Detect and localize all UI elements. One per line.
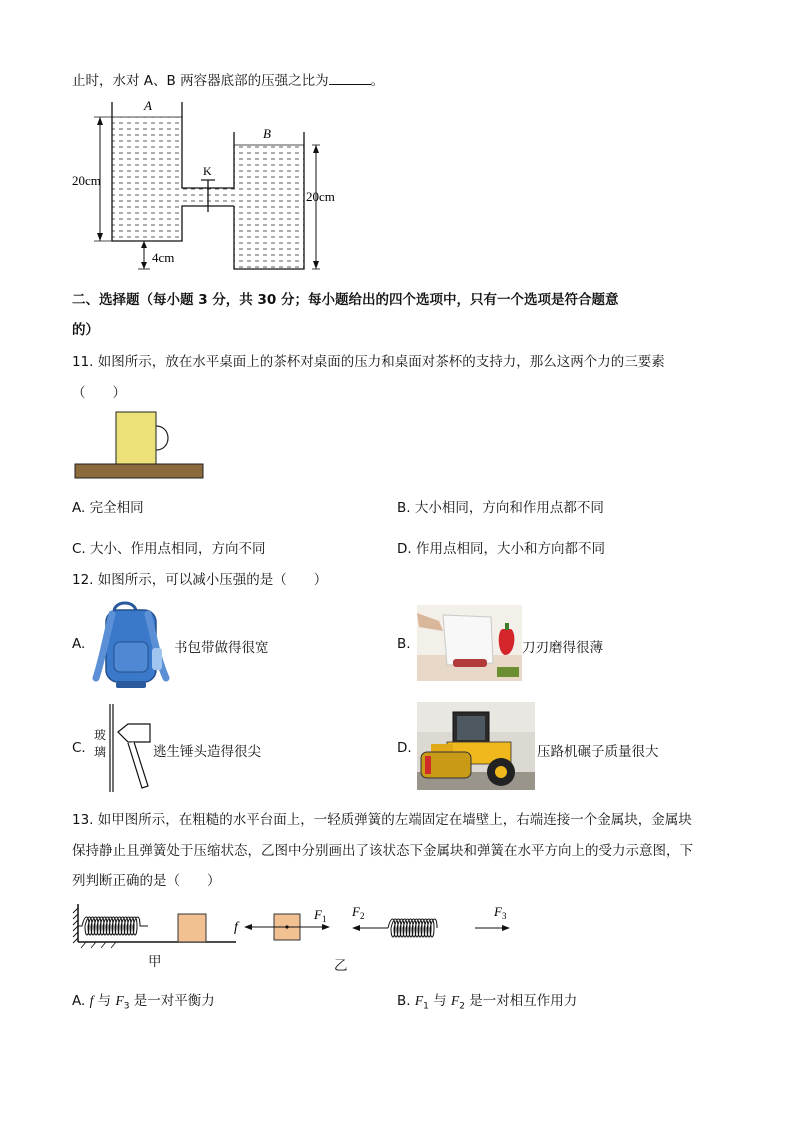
q13-stem-line1: 13. 如甲图所示，在粗糙的水平台面上，一轻质弹簧的左端固定在墙壁上，右端连接一个金属块，金属块 — [72, 812, 692, 828]
q13-option-a-f: f — [89, 993, 94, 1008]
label-b: B — [263, 126, 271, 141]
road-roller-image — [417, 702, 535, 790]
q13-option-a-prefix: A. — [72, 993, 90, 1009]
section2-heading-line2: 的） — [72, 322, 99, 338]
connected-vessels-diagram — [70, 96, 360, 274]
q12-glass-label-2: 璃 — [94, 745, 107, 759]
q13-option-b-sub1: 1 — [423, 1001, 429, 1012]
q13-option-b-F1: F — [414, 993, 424, 1008]
q12-glass-label-1: 玻 — [94, 728, 107, 742]
q11-option-d: D. 作用点相同，大小和方向都不同 — [397, 541, 605, 557]
q12-option-b-text: 刀刃磨得很薄 — [522, 640, 603, 656]
cup-on-table-figure — [74, 408, 206, 480]
table-top — [75, 464, 203, 478]
label-F3-sub: 3 — [502, 911, 507, 921]
label-left-height: 20cm — [72, 173, 101, 188]
label-F3: F — [494, 904, 502, 919]
backpack-image — [92, 598, 172, 690]
answer-blank — [329, 72, 371, 85]
q13-option-b-F2: F — [450, 993, 460, 1008]
q13-option-a-post: 是一对平衡力 — [129, 993, 215, 1009]
knife-image — [417, 605, 522, 681]
q13-option-a-sub: 3 — [123, 1001, 130, 1012]
q10-tail-line — [72, 69, 384, 89]
q13-option-b-prefix: B. — [397, 993, 415, 1009]
label-F2-sub: 2 — [360, 911, 365, 921]
q13-fig-yi-label: 乙 — [334, 958, 348, 974]
q11-option-b: B. 大小相同，方向和作用点都不同 — [397, 500, 604, 516]
q11-option-c: C. 大小、作用点相同，方向不同 — [72, 541, 266, 557]
q13-option-b-post: 是一对相互作用力 — [464, 993, 578, 1009]
q12-stem: 12. 如图所示，可以减小压强的是（ ） — [72, 572, 328, 588]
q13-stem-line3: 列判断正确的是（ ） — [72, 873, 221, 889]
metal-block — [178, 914, 206, 942]
cup — [116, 412, 156, 464]
label-bottom-offset: 4cm — [152, 250, 175, 265]
label-F2: F — [352, 904, 360, 919]
q13-stem-line2: 保持静止且弹簧处于压缩状态，乙图中分别画出了该状态下金属块和弹簧在水平方向上的受力示意图，下 — [72, 843, 693, 859]
q13-option-a — [72, 989, 215, 1012]
q11-option-a: A. 完全相同 — [72, 500, 144, 516]
q12-option-a-letter: A. — [72, 636, 86, 652]
section2-heading-line1: 二、选择题（每小题 3 分，共 30 分；每小题给出的四个选项中，只有一个选项是符合题意 — [72, 292, 619, 308]
label-F1: F — [314, 907, 322, 922]
q12-option-d-letter: D. — [397, 740, 412, 756]
label-right-height: 20cm — [306, 189, 335, 204]
q10-tail-end: 。 — [370, 73, 385, 89]
q12-option-c-letter: C. — [72, 740, 86, 756]
label-F1-sub: 1 — [322, 914, 327, 924]
label-k: K — [203, 164, 212, 178]
q13-option-b — [397, 989, 577, 1012]
cup-handle — [156, 426, 168, 450]
q12-option-d-text: 压路机碾子质量很大 — [537, 744, 659, 760]
q13-option-b-mid: 与 — [428, 993, 451, 1009]
label-f: f — [234, 920, 238, 935]
q12-option-c-text: 逃生锤头造得很尖 — [153, 744, 261, 760]
q12-option-b-letter: B. — [397, 636, 411, 652]
label-a: A — [144, 98, 152, 113]
q12-option-a-text: 书包带做得很宽 — [174, 640, 269, 656]
spring-force-diagram — [346, 898, 516, 948]
q10-tail-text: 止时，水对 A、B 两容器底部的压强之比为 — [72, 73, 329, 89]
q13-option-a-F: F — [115, 993, 124, 1008]
q13-option-a-mid: 与 — [93, 993, 116, 1009]
q13-fig-jia-label: 甲 — [148, 954, 162, 970]
q11-stem-line2: （ ） — [72, 385, 126, 401]
q11-stem-line1: 11. 如图所示，放在水平桌面上的茶杯对桌面的压力和桌面对茶杯的支持力，那么这两个力的三要素 — [72, 354, 665, 370]
q13-option-b-sub2: 2 — [459, 1001, 465, 1012]
block-force-diagram — [232, 900, 342, 950]
